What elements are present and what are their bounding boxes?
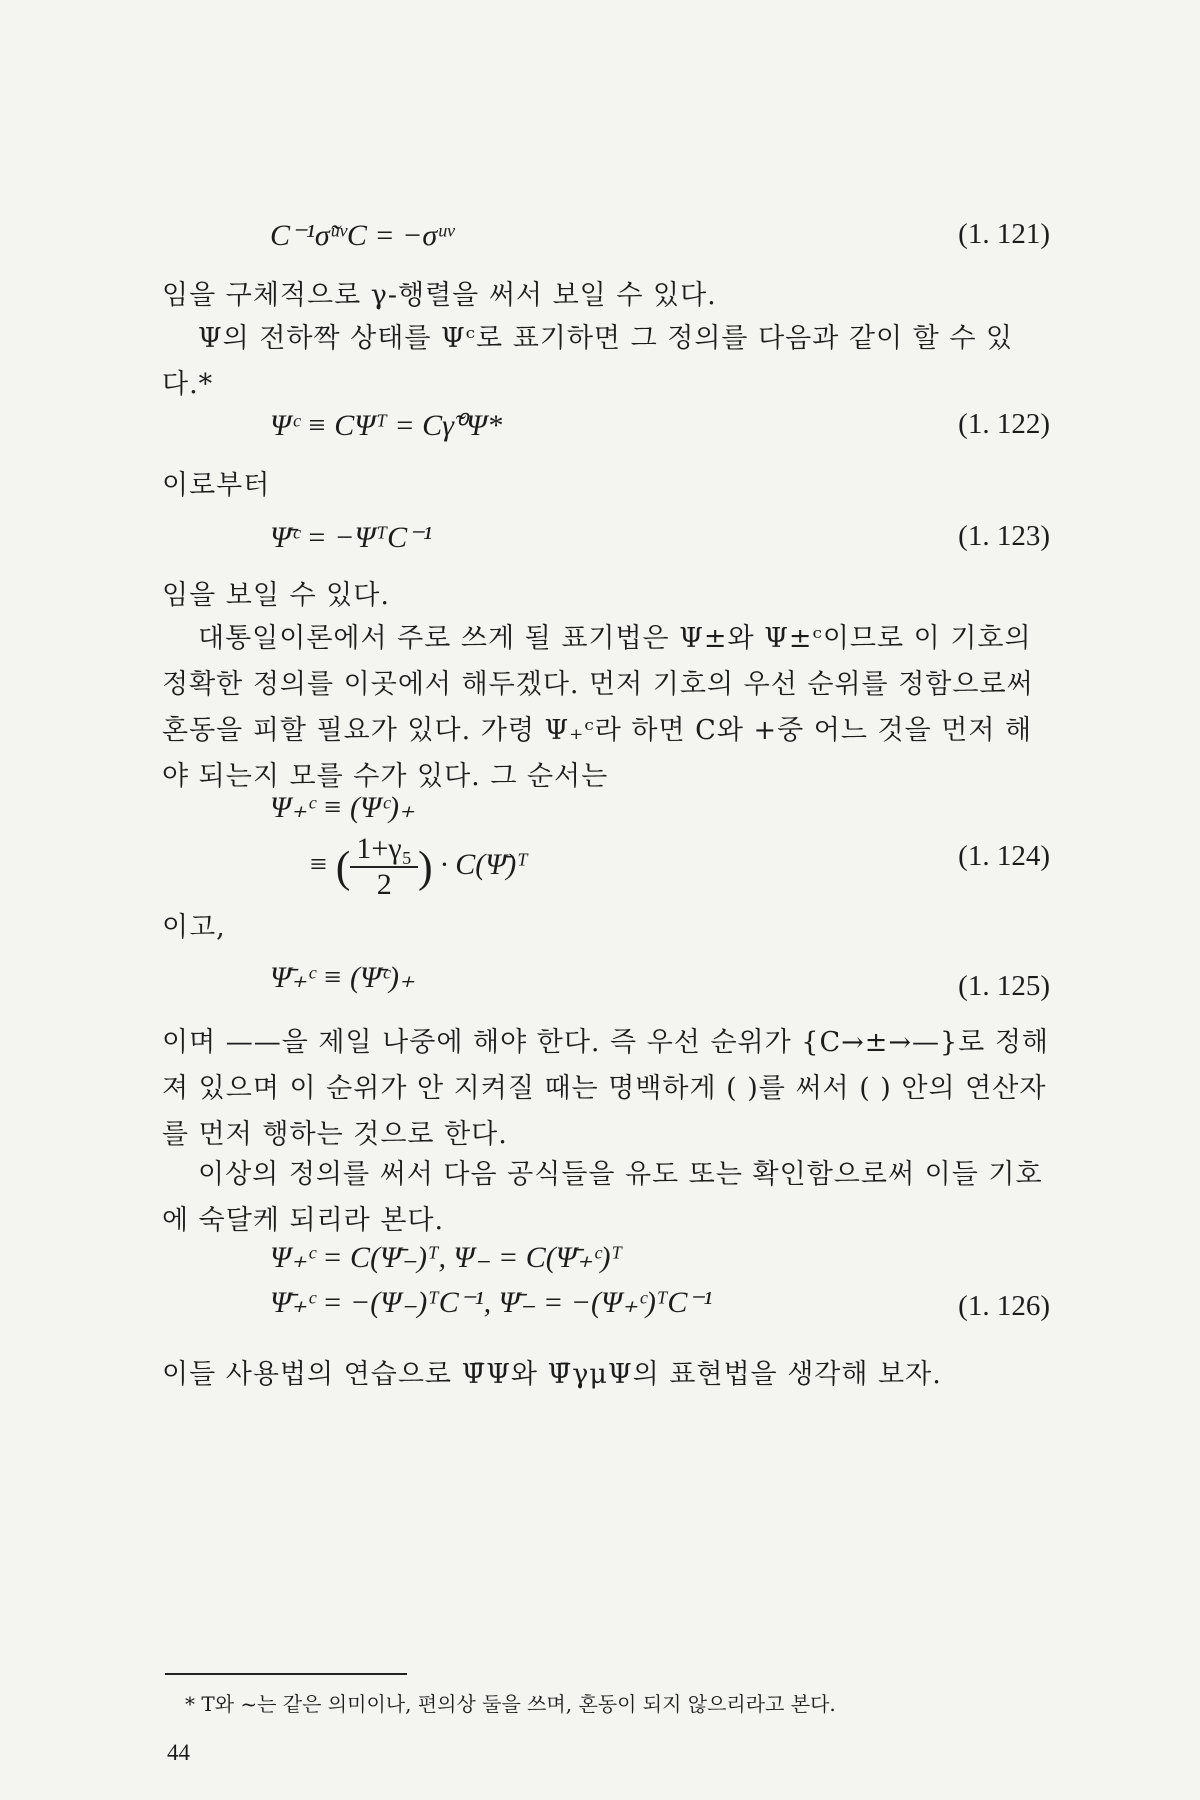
equation-number: (1. 123) <box>958 520 1050 552</box>
equation-number: (1. 124) <box>958 840 1050 872</box>
paragraph: 임을 구체적으로 γ-행렬을 써서 보일 수 있다. <box>162 280 717 311</box>
equation-1-124: Ψ₊ᶜ ≡ (Ψᶜ)₊ ≡ ( $\frac{\text{1+γ₅}}{2}$ ) · C(Ψ̄)ᵀ (1. 124) <box>270 791 1050 901</box>
paragraph: 이며 ——을 제일 나중에 해야 한다. 즉 우선 순위가 {C→±→—}로 정해져 있으며 이 순위가 안 지켜질 때는 명백하게 ( )를 써서 ( ) 안의 연산자를 먼저 행하는 것으로 한다. <box>162 1027 1050 1150</box>
equation-formula: Ψ̄ᶜ = −ΨᵀC⁻¹ <box>270 521 432 554</box>
equation-formula-line1: Ψ₊ᶜ = C(Ψ̄₋)ᵀ, Ψ₋ = C(Ψ̄₊ᶜ)ᵀ <box>270 1241 623 1274</box>
equation-formula-line2: Ψ̄₊ᶜ = −(Ψ₋)ᵀC⁻¹, Ψ̄₋ = −(Ψ₊ᶜ)ᵀC⁻¹ <box>270 1286 713 1319</box>
footnote: * T와 ~는 같은 의미이나, 편의상 둘을 쓰며, 혼동이 되지 않으리라고 본다. <box>185 1692 836 1716</box>
footnote-rule <box>165 1673 407 1675</box>
equation-number: (1. 125) <box>958 970 1050 1002</box>
equation-formula: C⁻¹σ̃ᵘᵛC = −σᵘᵛ <box>270 219 455 252</box>
paragraph: 대통일이론에서 주로 쓰게 될 표기법은 Ψ±와 Ψ±ᶜ이므로 이 기호의 정확한 정의를 이곳에서 해두겠다. 먼저 기호의 우선 순위를 정함으로써 혼동을 피할 필요가 있다. 가령 Ψ₊ᶜ라 하면 C와 +중 어느 것을 먼저 해야 되는지 모를 수가 있다. 그 순서는 <box>162 623 1034 792</box>
equation-formula: Ψᶜ ≡ CΨᵀ = Cγ̃⁰Ψ* <box>270 409 503 442</box>
equation-1-126 <box>270 1240 1050 1340</box>
equation-formula: Ψ̄₊ᶜ ≡ (Ψ̄ᶜ)₊ <box>270 961 415 994</box>
equation-1-125 <box>270 960 1050 1008</box>
paragraph: 이고, <box>162 912 226 943</box>
equation-tail: · C(Ψ̄)ᵀ <box>440 847 528 881</box>
equation-1-122 <box>270 408 1050 456</box>
paragraph: Ψ의 전하짝 상태를 Ψᶜ로 표기하면 그 정의를 다음과 같이 할 수 있다.* <box>162 323 1014 400</box>
paragraph: 이상의 정의를 써서 다음 공식들을 유도 또는 확인함으로써 이들 기호에 숙달케 되리라 본다. <box>162 1159 1043 1236</box>
page-number: 44 <box>167 1740 190 1765</box>
equation-number: (1. 121) <box>958 218 1050 250</box>
equation-number: (1. 126) <box>958 1290 1050 1322</box>
paragraph: 이로부터 <box>162 470 271 501</box>
paragraph: 이들 사용법의 연습으로 Ψ̄Ψ와 Ψ̄γμΨ의 표현법을 생각해 보자. <box>162 1359 942 1390</box>
equation-equiv: ≡ <box>308 847 329 881</box>
equation-fraction <box>350 832 418 902</box>
equation-1-123 <box>270 520 1050 568</box>
fraction-numerator: 1+γ₅ <box>350 832 418 868</box>
equation-number: (1. 122) <box>958 408 1050 440</box>
fraction-denominator: 2 <box>376 868 392 901</box>
equation-1-121 <box>270 218 1050 266</box>
equation-formula-line1: Ψ₊ᶜ ≡ (Ψᶜ)₊ <box>270 791 415 824</box>
paragraph: 임을 보일 수 있다. <box>162 580 390 611</box>
